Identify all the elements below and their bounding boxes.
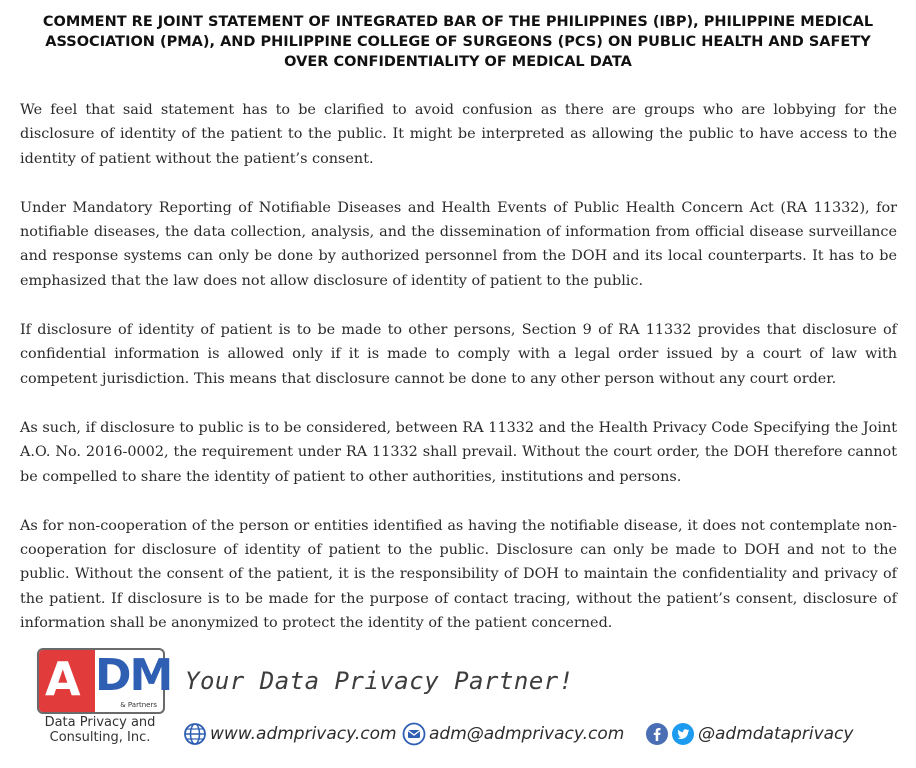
footer [0,645,916,768]
paragraph-5: As for non-cooperation of the person or entities identified as having the notifiable disease, it does not contemplate non-cooperation for disclosure of identity of patient to the public. Disclosure can only be made to DOH and not to the public. Without the consent of the patient, it is the responsibility of DOH to maintain the confidentiality and privacy of the patient. If disclosure is to be made for the purpose of contact tracing, without the patient’s consent, disclosure of information shall be anonymized to protect the identity of the patient concerned. [20,517,897,632]
paragraph-3: If disclosure of identity of patient is to be made to other persons, Section 9 of RA 11332 provides that disclosure of confidential information is allowed only if it is made to comply with a legal order issued by a court of law with competent jurisdiction. This means that disclosure cannot be done to any other person without any court order. [20,322,897,387]
email-text[interactable]: adm@admprivacy.com [429,724,625,744]
company-name-line-1: Data Privacy and [44,715,156,730]
logo-letters-dm: DM [95,650,172,701]
company-name [30,715,170,745]
twitter-icon[interactable] [671,722,695,746]
social-links [645,721,853,747]
logo-a-block [39,650,95,712]
website-link[interactable] [183,721,397,747]
company-name-line-2: Consulting, Inc. [49,730,151,745]
website-text[interactable]: www.admprivacy.com [210,724,397,744]
paragraph-2: Under Mandatory Reporting of Notifiable Diseases and Health Events of Public Health Concern Act (RA 11332), for notifiable diseases, the data collection, analysis, and the dissemination of information from official disease surveillance and response systems can only be done by authorized personnel from the DOH and its local counterparts. It has to be emphasized that the law does not allow disclosure of identity of patient to the public. [20,199,897,289]
email-link[interactable] [402,721,624,747]
adm-logo [37,648,172,714]
paragraph-1: We feel that said statement has to be clarified to avoid confusion as there are groups who are lobbying for the disclosure of identity of the patient to the public. It might be interpreted as allowing the public to have access to the identity of patient without the patient’s consent. [20,102,897,167]
document-body [20,98,897,660]
paragraph-4: As such, if disclosure to public is to be considered, between RA 11332 and the Health Privacy Code Specifying the Joint A.O. No. 2016-0002, the requirement under RA 11332 shall prevail. Without the court order, the DOH therefore cannot be compelled to share the identity of patient to other authorities, institutions and persons. [20,419,897,485]
tagline: Your Data Privacy Partner! [185,667,574,695]
logo-letter-a: A [45,652,81,706]
logo-partners: & Partners [120,701,157,709]
social-handle[interactable]: @admdataprivacy [698,724,854,744]
document-title: COMMENT RE JOINT STATEMENT OF INTEGRATED BAR OF THE PHILIPPINES (IBP), PHILIPPINE MEDICAL ASSOCIATION (PMA), AND PHILIPPINE COLLEGE OF SURGEONS (PCS) ON PUBLIC HEALTH AND SAFETY OVER CONFIDENTIALITY OF MEDICAL DATA [42,14,874,70]
globe-icon [183,722,207,746]
facebook-icon[interactable] [645,722,669,746]
envelope-icon [402,722,426,746]
